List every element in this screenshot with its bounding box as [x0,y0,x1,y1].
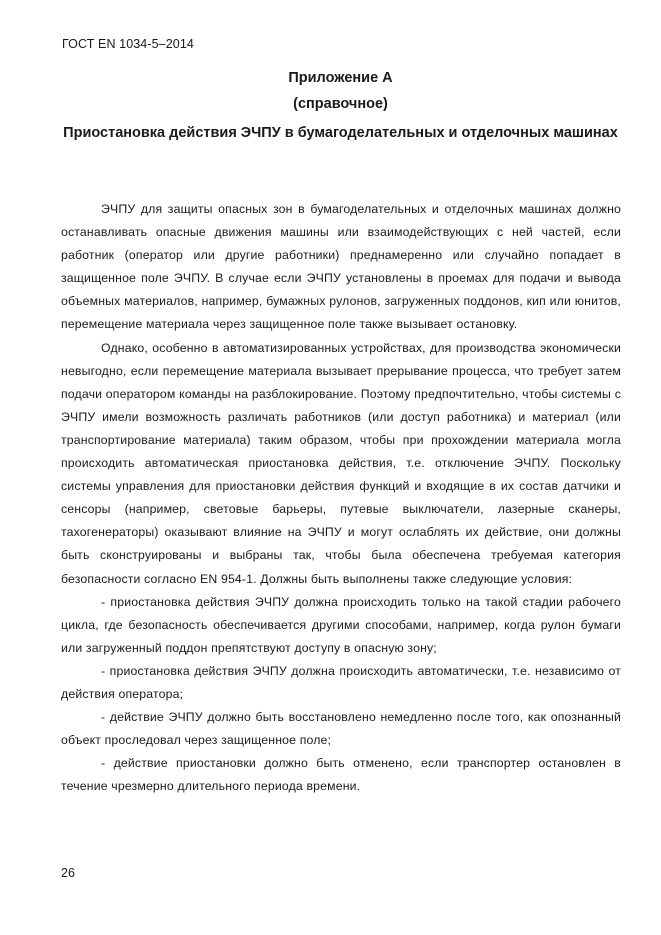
annex-title: Приостановка действия ЭЧПУ в бумагоделательных и отделочных машинах [63,125,618,141]
standard-code: ГОСТ EN 1034-5–2014 [62,37,194,51]
annex-label: Приложение А [288,70,393,86]
condition-item: - приостановка действия ЭЧПУ должна происходить автоматически, т.е. независимо от действия оператора; [61,663,621,701]
annex-type: (справочное) [293,96,388,112]
condition-item: - приостановка действия ЭЧПУ должна происходить только на такой стадии рабочего цикла, где безопасность обеспечивается другими способами, например, когда рулон бумаги или загруженный поддон препятствуют доступу в опасную зону; [61,594,621,655]
paragraph: ЭЧПУ для защиты опасных зон в бумагоделательных и отделочных машинах должно останавливать опасные движения машины или взаимодействующих с ней частей, если работник (оператор или другие работники) преднамеренно или случайно попадает в защищенное поле ЭЧПУ. В случае если ЭЧПУ установлены в проемах для подачи и вывода объемных материалов, например, бумажных рулонов, загруженных поддонов, кип или юнитов, перемещение материала через защищенное поле также вызывает остановку. [61,202,621,332]
condition-item: - действие ЭЧПУ должно быть восстановлено немедленно после того, как опознанный объект проследовал через защищенное поле; [61,710,621,748]
condition-item: - действие приостановки должно быть отменено, если транспортер остановлен в течение чрезмерно длительного периода времени. [61,756,621,794]
annex-body [61,198,621,798]
paragraph: Однако, особенно в автоматизированных устройствах, для производства экономически невыгодно, если перемещение материала вызывает прерывание процесса, что требует затем подачи оператором команды на разблокирование. Поэтому предпочтительно, чтобы системы с ЭЧПУ имели возможность различать работников (или доступ работника) и материал (или транспортирование материала) таким образом, чтобы при прохождении материала могла происходить автоматическая приостановка действия, т.е. отключение ЭЧПУ. Поскольку системы управления для приостановки действия функций и входящие в их состав датчики и сенсоры (например, световые барьеры, путевые выключатели, лазерные сканеры, тахогенераторы) оказывают влияние на ЭЧПУ и могут ослаблять их действие, они должны быть сконструированы и выбраны так, чтобы была обеспечена требуемая категория безопасности согласно EN 954-1. Должны быть выполнены также следующие условия: [61,340,621,586]
page-number: 26 [61,866,75,880]
